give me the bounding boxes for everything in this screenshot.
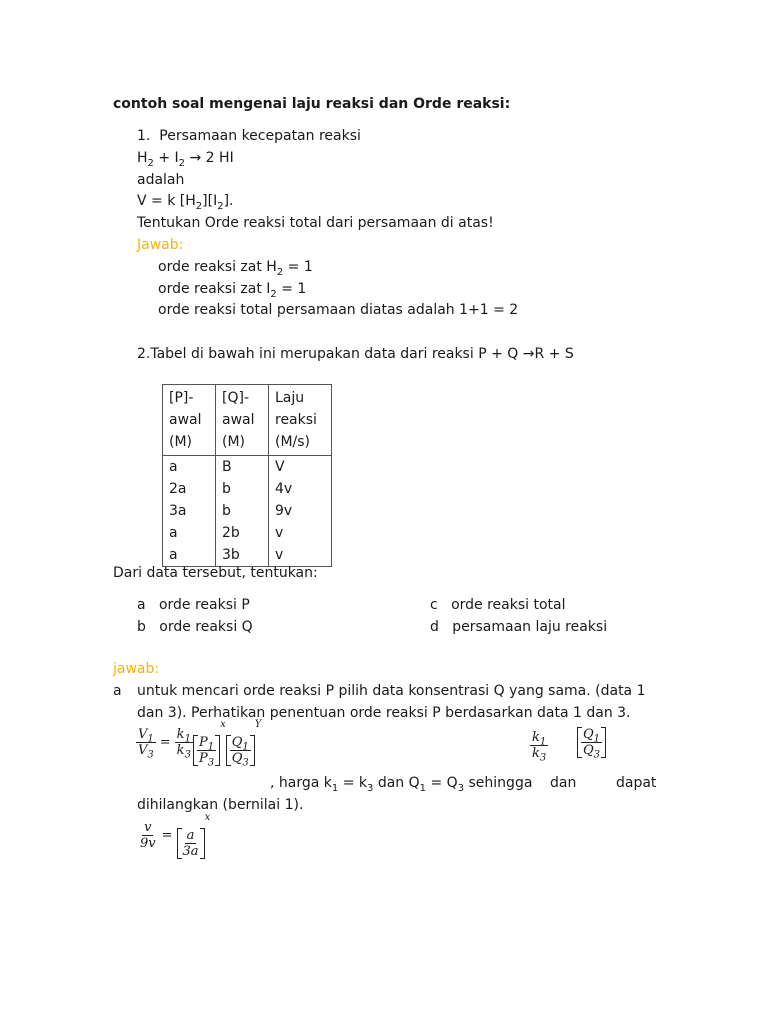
q2-answer-a-line2: dan 3). Perhatikan penentuan orde reaksi P berdasarkan data 1 dan 3. [137, 705, 631, 721]
q1-answer-3: orde reaksi total persamaan diatas adalah 1+1 = 2 [158, 302, 519, 318]
rate-ratio-formula: $\frac{V_1}{V_3}$ = $\frac{k_1}{k_3}$ $\frac{P_1}{P_3}$ $^x$ $\frac{Q_1}{Q_3}$ $^Y$ [138, 719, 262, 769]
q2-task: Dari data tersebut, tentukan: [113, 565, 318, 581]
table-header-row [163, 385, 332, 456]
q1-answer-1: orde reaksi zat $H_2 = 1$ [158, 259, 313, 278]
q1-heading-text: Persamaan kecepatan reaksi [159, 128, 361, 144]
table-row [163, 456, 332, 567]
v1-over-v3: $\frac{V_1}{V_3}$ [138, 727, 154, 761]
header-rate: Laju reaksi (M/s) [269, 385, 332, 456]
dan-word: dan [550, 775, 577, 791]
q1-jawab-label: Jawab: [137, 237, 184, 253]
dapat-word: dapat [616, 775, 657, 791]
final-formula: $\frac{v}{9v}$ = $\frac{a}{3a}$ $^x$ [140, 812, 211, 859]
q1-over-q3-right: $\frac{Q_1}{Q_3}$ [577, 727, 606, 758]
col-q-values: B b b 2b 3b [216, 456, 269, 567]
q2-answer-a-letter: a [113, 683, 122, 699]
option-c: c orde reaksi total [430, 597, 566, 613]
p-bracket: $\frac{P_1}{P_3}$ [193, 735, 220, 766]
option-d: d persamaan laju reaksi [430, 619, 608, 635]
option-b: b orde reaksi Q [137, 619, 253, 635]
col-rate-values: V 4v 9v v v [269, 456, 332, 567]
q-bracket: $\frac{Q_1}{Q_3}$ [226, 735, 255, 766]
col-p-values: a 2a 3a a a [163, 456, 216, 567]
header-q: [Q]- awal (M) [216, 385, 269, 456]
harga-line: , harga $k_1 = k_3$ dan $Q_1 = Q_3$ sehingga [270, 775, 533, 794]
k1-over-k3-right: $\frac{k_1}{k_3}$ [532, 730, 547, 764]
q1-answer-2: orde reaksi zat $I_2 = 1$ [158, 281, 307, 300]
q1-task: Tentukan Orde reaksi total dari persamaan di atas! [137, 215, 494, 231]
data-table [162, 384, 332, 567]
q1-heading [137, 128, 361, 144]
dihilangkan-line: dihilangkan (bernilai 1). [137, 797, 304, 813]
q2-intro: 2.Tabel di bawah ini merupakan data dari reaksi P + Q →R + S [137, 346, 574, 362]
q1-number: 1. [137, 128, 151, 144]
q1-rate-law: V = k $[H_2][I_2]$. [137, 193, 234, 212]
k1-over-k3: $\frac{k_1}{k_3}$ [176, 727, 191, 761]
option-a: a orde reaksi P [137, 597, 250, 613]
q1-adalah: adalah [137, 172, 185, 188]
header-p: [P]- awal (M) [163, 385, 216, 456]
q2-jawab-label: jawab: [113, 661, 160, 677]
q2-answer-a-line1: untuk mencari orde reaksi P pilih data konsentrasi Q yang sama. (data 1 [137, 683, 646, 699]
page-title: contoh soal mengenai laju reaksi dan Orde reaksi: [113, 96, 511, 112]
q1-equation: $H_2 + I_2 \to 2$ HI [137, 150, 234, 169]
